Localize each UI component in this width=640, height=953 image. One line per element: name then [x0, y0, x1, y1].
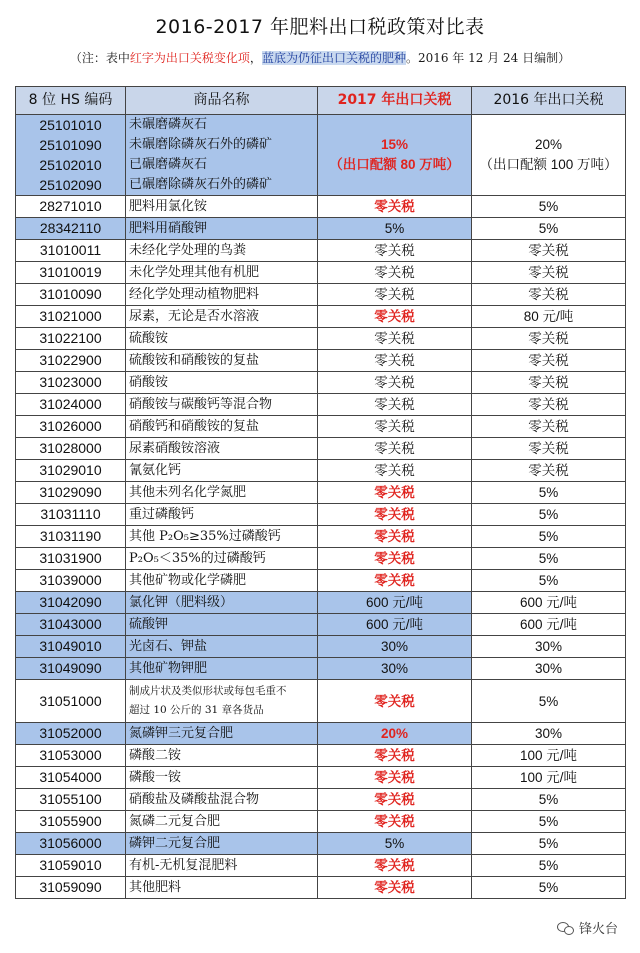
- hs-code-cell: 28342110: [16, 218, 126, 240]
- hs-code-cell: 31031110: [16, 504, 126, 526]
- hs-code-cell: 31049010: [16, 636, 126, 658]
- tariff-2017-cell: 零关税: [318, 460, 472, 482]
- note-blue-text: 蓝底为仍征出口关税的肥种: [261, 51, 406, 65]
- hs-code: 25102090: [39, 177, 102, 193]
- hs-code-cell: 31055900: [16, 811, 126, 833]
- table-row: [16, 262, 626, 284]
- tariff-2017-cell: 零关税: [318, 548, 472, 570]
- footer-watermark: [557, 918, 618, 937]
- tariff-2016-cell: 5%: [472, 877, 626, 899]
- product-name-cell: 硫酸铵: [126, 328, 318, 350]
- table-row: [16, 504, 626, 526]
- hs-code-cell: 31052000: [16, 723, 126, 745]
- tariff-2017-cell: 零关税: [318, 240, 472, 262]
- table-row: [16, 636, 626, 658]
- tariff-2017-cell: 零关税: [318, 767, 472, 789]
- table-row: [16, 811, 626, 833]
- table-row: [16, 306, 626, 328]
- tariff-2017-cell: 600 元/吨: [318, 614, 472, 636]
- wechat-icon: [557, 921, 575, 935]
- tariff-2016-cell: 5%: [472, 811, 626, 833]
- tariff-2016-cell: 5%: [472, 504, 626, 526]
- tariff-2017-cell: 零关税: [318, 680, 472, 723]
- product-name-line: 制成片状及类似形状或每包毛重不: [129, 685, 287, 697]
- product-name: 已碾磨磷灰石: [129, 157, 208, 172]
- hs-code-cell: 31026000: [16, 416, 126, 438]
- tariff-2017-quota: （出口配额 80 万吨）: [329, 157, 460, 172]
- hs-code-cell: 31010011: [16, 240, 126, 262]
- hs-code-cell: 31024000: [16, 394, 126, 416]
- table-row: [16, 833, 626, 855]
- table-row: [16, 438, 626, 460]
- product-name-cell: 硝酸盐及磷酸盐混合物: [126, 789, 318, 811]
- header-2016-tariff: 2016 年出口关税: [472, 87, 626, 115]
- product-name-cell: 硫酸钾: [126, 614, 318, 636]
- product-name-cell: 磷钾二元复合肥: [126, 833, 318, 855]
- table-row: [16, 767, 626, 789]
- header-hs-code: 8 位 HS 编码: [16, 87, 126, 115]
- tariff-2016-cell: 30%: [472, 636, 626, 658]
- tariff-2017-cell: 零关税: [318, 350, 472, 372]
- table-row: [16, 680, 626, 723]
- hs-code-cell: 31031900: [16, 548, 126, 570]
- tariff-2017-cell: 零关税: [318, 482, 472, 504]
- tariff-2016-cell: 100 元/吨: [472, 767, 626, 789]
- product-name-cell: 经化学处理动植物肥料: [126, 284, 318, 306]
- tariff-2016-cell: 5%: [472, 548, 626, 570]
- tariff-2016-cell: 零关税: [472, 262, 626, 284]
- tariff-2016-cell: 100 元/吨: [472, 745, 626, 767]
- tariff-2016-cell: 零关税: [472, 460, 626, 482]
- tariff-2017-value: 15%: [380, 137, 409, 152]
- table-row: [16, 745, 626, 767]
- hs-code-group-cell: [16, 115, 126, 196]
- table-row: [16, 570, 626, 592]
- hs-code-cell: 31056000: [16, 833, 126, 855]
- tariff-2017-cell: 零关税: [318, 789, 472, 811]
- table-row: [16, 240, 626, 262]
- tariff-2016-cell: 5%: [472, 526, 626, 548]
- table-row-group: [16, 115, 626, 196]
- note-red-text: 红字为出口关税变化项: [129, 51, 250, 65]
- tariff-2017-cell: 零关税: [318, 877, 472, 899]
- tariff-2016-cell: 5%: [472, 570, 626, 592]
- tariff-2016-cell: 零关税: [472, 328, 626, 350]
- table-row: [16, 328, 626, 350]
- product-name: 已碾磨除磷灰石外的磷矿: [129, 177, 273, 192]
- product-name-line: 超过 10 公斤的 31 章各货品: [129, 704, 264, 716]
- tariff-2016-cell: 零关税: [472, 416, 626, 438]
- table-row: [16, 218, 626, 240]
- tariff-2017-cell: 零关税: [318, 284, 472, 306]
- table-row: [16, 658, 626, 680]
- hs-code-cell: 31022100: [16, 328, 126, 350]
- tariff-2017-cell: 零关税: [318, 855, 472, 877]
- hs-code-cell: 31051000: [16, 680, 126, 723]
- product-name-cell: 有机-无机复混肥料: [126, 855, 318, 877]
- table-note: [0, 49, 640, 66]
- table-row: [16, 789, 626, 811]
- hs-code-cell: 31010090: [16, 284, 126, 306]
- product-name-cell: 氮磷钾三元复合肥: [126, 723, 318, 745]
- tariff-2016-cell: 零关税: [472, 372, 626, 394]
- table-row: [16, 482, 626, 504]
- tariff-2016-cell: 5%: [472, 789, 626, 811]
- tariff-2017-cell: 零关税: [318, 504, 472, 526]
- hs-code-cell: 31053000: [16, 745, 126, 767]
- tariff-2017-cell: 30%: [318, 636, 472, 658]
- table-row: [16, 284, 626, 306]
- table-row: [16, 877, 626, 899]
- tariff-2016-cell: 5%: [472, 855, 626, 877]
- product-name-cell: 光卤石、钾盐: [126, 636, 318, 658]
- tariff-2016-cell: 600 元/吨: [472, 592, 626, 614]
- tariff-2016-cell: 零关税: [472, 284, 626, 306]
- table-row: [16, 372, 626, 394]
- header-2017-tariff: 2017 年出口关税: [318, 87, 472, 115]
- hs-code-cell: 31059010: [16, 855, 126, 877]
- table-row: [16, 196, 626, 218]
- product-name: 未碾磨除磷灰石外的磷矿: [129, 137, 273, 152]
- product-name-cell: 其他矿物钾肥: [126, 658, 318, 680]
- product-name-cell: 氮磷二元复合肥: [126, 811, 318, 833]
- product-name-cell: 其他肥料: [126, 877, 318, 899]
- tariff-2016-cell: 30%: [472, 723, 626, 745]
- product-name-cell: 硝酸铵与碳酸钙等混合物: [126, 394, 318, 416]
- hs-code-cell: 31029010: [16, 460, 126, 482]
- tariff-2017-cell: 零关税: [318, 811, 472, 833]
- hs-code-cell: 31039000: [16, 570, 126, 592]
- hs-code-cell: 31031190: [16, 526, 126, 548]
- tariff-2016-cell: 5%: [472, 196, 626, 218]
- hs-code-cell: 31029090: [16, 482, 126, 504]
- tariff-2017-cell: 零关税: [318, 328, 472, 350]
- hs-code-cell: 31021000: [16, 306, 126, 328]
- product-name-cell: 未经化学处理的鸟粪: [126, 240, 318, 262]
- table-row: [16, 350, 626, 372]
- hs-code-cell: 28271010: [16, 196, 126, 218]
- hs-code-cell: 31022900: [16, 350, 126, 372]
- hs-code-cell: 31055100: [16, 789, 126, 811]
- product-name-cell: 尿素，无论是否水溶液: [126, 306, 318, 328]
- tariff-2017-cell: 20%: [318, 723, 472, 745]
- hs-code-cell: 31049090: [16, 658, 126, 680]
- table-row: [16, 460, 626, 482]
- table-row: [16, 855, 626, 877]
- product-name-cell: 氰氨化钙: [126, 460, 318, 482]
- hs-code: 25101090: [39, 137, 102, 153]
- product-name-cell: 肥料用氯化铵: [126, 196, 318, 218]
- tariff-2017-cell: 零关税: [318, 526, 472, 548]
- product-name-cell: 硫酸铵和硝酸铵的复盐: [126, 350, 318, 372]
- hs-code-cell: 31059090: [16, 877, 126, 899]
- product-name: 未碾磨磷灰石: [129, 117, 208, 132]
- tariff-2017-cell: 零关税: [318, 438, 472, 460]
- product-name-cell: 其他矿物或化学磷肥: [126, 570, 318, 592]
- tariff-2016-cell: 零关税: [472, 438, 626, 460]
- tariff-2016-cell: 零关税: [472, 240, 626, 262]
- header-product-name: 商品名称: [126, 87, 318, 115]
- hs-code-cell: 31042090: [16, 592, 126, 614]
- product-name-cell: 磷酸一铵: [126, 767, 318, 789]
- tariff-2016-cell: 5%: [472, 833, 626, 855]
- tariff-2016-cell: 零关税: [472, 350, 626, 372]
- table-row: [16, 723, 626, 745]
- hs-code-cell: 31054000: [16, 767, 126, 789]
- product-name-cell: 磷酸二铵: [126, 745, 318, 767]
- product-name-cell: [126, 680, 318, 723]
- product-name-group-cell: [126, 115, 318, 196]
- tariff-2017-cell: 5%: [318, 833, 472, 855]
- product-name-cell: 重过磷酸钙: [126, 504, 318, 526]
- product-name-cell: 未化学处理其他有机肥: [126, 262, 318, 284]
- table-row: [16, 614, 626, 636]
- hs-code-cell: 31010019: [16, 262, 126, 284]
- hs-code-cell: 31043000: [16, 614, 126, 636]
- hs-code: 25101010: [39, 117, 102, 133]
- tariff-2016-quota: （出口配额 100 万吨）: [479, 157, 618, 172]
- tariff-2017-cell: 零关税: [318, 262, 472, 284]
- product-name-cell: 硝酸铵: [126, 372, 318, 394]
- tariff-2016-cell: 5%: [472, 482, 626, 504]
- tariff-2017-cell: 零关税: [318, 570, 472, 592]
- note-mid: ，: [249, 51, 262, 65]
- tariff-2016-cell: 零关税: [472, 394, 626, 416]
- hs-code-cell: 31028000: [16, 438, 126, 460]
- tariff-2017-group-cell: [318, 115, 472, 196]
- tariff-2017-cell: 零关税: [318, 196, 472, 218]
- tariff-2017-cell: 30%: [318, 658, 472, 680]
- tariff-2017-cell: 600 元/吨: [318, 592, 472, 614]
- table-row: [16, 526, 626, 548]
- hs-code-cell: 31023000: [16, 372, 126, 394]
- tariff-table: [15, 86, 626, 899]
- tariff-2017-cell: 零关税: [318, 372, 472, 394]
- product-name-cell: 尿素硝酸铵溶液: [126, 438, 318, 460]
- product-name-cell: 肥料用硝酸钾: [126, 218, 318, 240]
- tariff-2016-cell: 5%: [472, 680, 626, 723]
- product-name-cell: 其他未列名化学氮肥: [126, 482, 318, 504]
- tariff-2017-cell: 零关税: [318, 416, 472, 438]
- product-name-cell: 氯化钾（肥料级）: [126, 592, 318, 614]
- note-suffix: 。2016 年 12 月 24 日编制）: [405, 51, 571, 65]
- table-row: [16, 592, 626, 614]
- tariff-2016-cell: 5%: [472, 218, 626, 240]
- product-name-cell: 硝酸钙和硝酸铵的复盐: [126, 416, 318, 438]
- table-header-row: [16, 87, 626, 115]
- page-title: 2016-2017 年肥料出口税政策对比表: [155, 16, 485, 38]
- note-prefix: （注：表中: [69, 51, 130, 65]
- footer-label: 锋火台: [578, 922, 618, 937]
- tariff-2016-group-cell: [472, 115, 626, 196]
- tariff-2016-cell: 30%: [472, 658, 626, 680]
- tariff-2017-cell: 5%: [318, 218, 472, 240]
- hs-code: 25102010: [39, 157, 102, 173]
- tariff-2016-cell: 600 元/吨: [472, 614, 626, 636]
- product-name-cell: P₂O₅＜35%的过磷酸钙: [126, 548, 318, 570]
- tariff-2016-cell: 80 元/吨: [472, 306, 626, 328]
- table-row: [16, 394, 626, 416]
- table-row: [16, 416, 626, 438]
- product-name-cell: 其他 P₂O₅≥35%过磷酸钙: [126, 526, 318, 548]
- tariff-2017-cell: 零关税: [318, 394, 472, 416]
- table-row: [16, 548, 626, 570]
- tariff-2017-cell: 零关税: [318, 745, 472, 767]
- tariff-2017-cell: 零关税: [318, 306, 472, 328]
- tariff-2016-value: 20%: [534, 137, 563, 152]
